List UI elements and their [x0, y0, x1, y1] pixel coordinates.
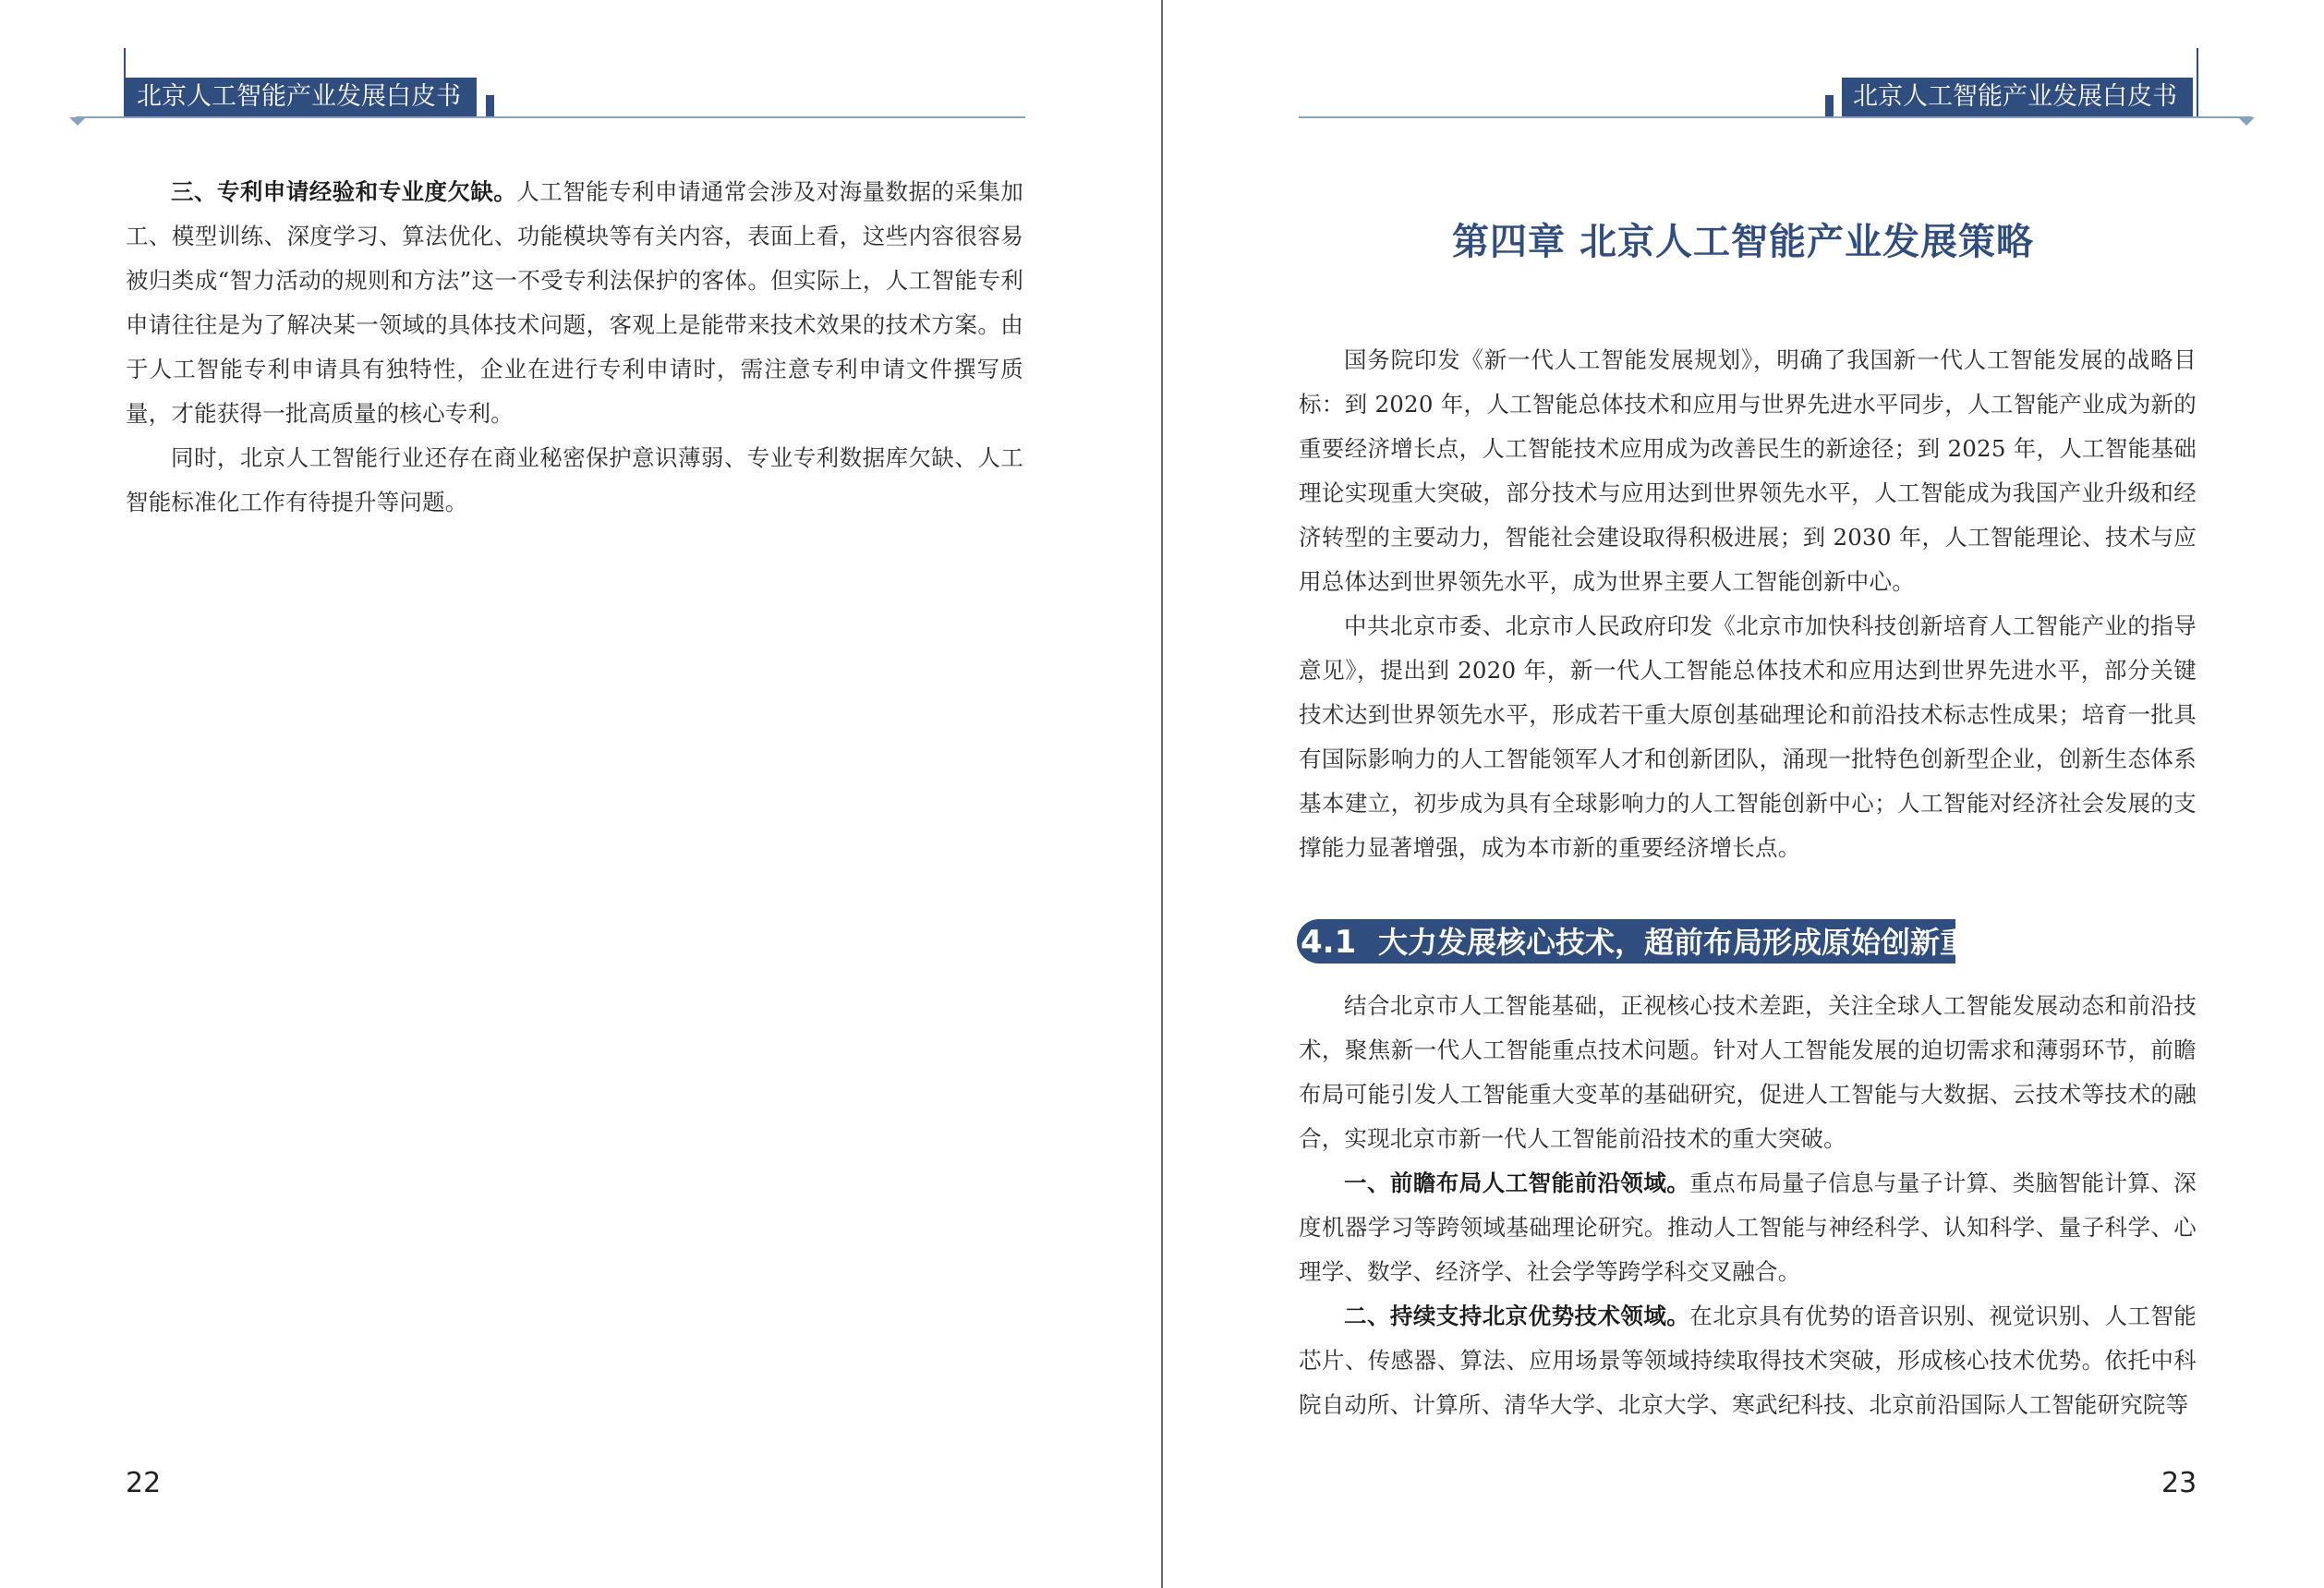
running-header: 北京人工智能产业发展白皮书	[126, 78, 477, 116]
running-header: 北京人工智能产业发展白皮书	[1842, 78, 2193, 116]
page-number: 22	[126, 1467, 162, 1499]
intro-body	[1299, 338, 2197, 870]
section-number: 4.1	[1301, 924, 1357, 961]
paragraph: 一、前瞻布局人工智能前沿领域。重点布局量子信息与量子计算、类脑智能计算、深度机器学习等跨领域基础理论研究。推动人工智能与神经科学、认知科学、量子科学、心理学、数学、经济学、社会学等跨学科交叉融合。	[1299, 1170, 2197, 1285]
paragraph: 结合北京市人工智能基础，正视核心技术差距，关注全球人工智能发展动态和前沿技术，聚焦新一代人工智能重点技术问题。针对人工智能发展的迫切需求和薄弱环节，前瞻布局可能引发人工智能重大变革的基础研究，促进人工智能与大数据、云技术等技术的融合，实现北京市新一代人工智能前沿技术的重大突破。	[1299, 992, 2197, 1152]
paragraph-lead: 三、专利申请经验和专业度欠缺。	[171, 178, 517, 205]
header-tick	[2197, 48, 2198, 116]
paragraph: 同时，北京人工智能行业还存在商业秘密保护意识薄弱、专业专利数据库欠缺、人工智能标准化工作有待提升等问题。	[126, 444, 1023, 515]
chapter-title: 第四章 北京人工智能产业发展策略	[1452, 221, 2034, 263]
paragraph: 中共北京市委、北京市人民政府印发《北京市加快科技创新培育人工智能产业的指导意见》，提出到 2020 年，新一代人工智能总体技术和应用达到世界先进水平，部分关键技术达到世界领先水平，形成若干重大原创基础理论和前沿技术标志性成果；培育一批具有国际影响力的人工智能领军人才和创新团队，涌现一批特色创新型企业，创新生态体系基本建立，初步成为具有全球影响力的人工智能创新中心；人工智能对经济社会发展的支撑能力显著增强，成为本市新的重要经济增长点。	[1299, 612, 2197, 861]
header-notch	[2238, 117, 2255, 126]
section-title: 大力发展核心技术，超前布局形成原始创新重大突破	[1378, 925, 2059, 960]
paragraph-lead: 一、前瞻布局人工智能前沿领域。	[1344, 1170, 1690, 1196]
header-rule	[1299, 116, 2252, 118]
paragraph: 三、专利申请经验和专业度欠缺。人工智能专利申请通常会涉及对海量数据的采集加工、模型训练、深度学习、算法优化、功能模块等有关内容，表面上看，这些内容很容易被归类成“智力活动的规则和方法”这一不受专利法保护的客体。但实际上，人工智能专利申请往往是为了解决某一领域的具体技术问题，客观上是能带来技术效果的技术方案。由于人工智能专利申请具有独特性，企业在进行专利申请时，需注意专利申请文件撰写质量，才能获得一批高质量的核心专利。	[126, 178, 1023, 427]
paragraph: 二、持续支持北京优势技术领域。在北京具有优势的语音识别、视觉识别、人工智能芯片、传感器、算法、应用场景等领域持续取得技术突破，形成核心技术优势。依托中科院自动所、计算所、清华大学、北京大学、寒武纪科技、北京前沿国际人工智能研究院等	[1299, 1303, 2197, 1418]
header-notch	[69, 117, 86, 126]
paragraph: 国务院印发《新一代人工智能发展规划》，明确了我国新一代人工智能发展的战略目标：到 2020 年，人工智能总体技术和应用与世界先进水平同步，人工智能产业成为新的重要经济增长点，人工智能技术应用成为改善民生的新途径；到 2025 年，人工智能基础理论实现重大突破，部分技术与应用达到世界领先水平，人工智能成为我国产业升级和经济转型的主要动力，智能社会建设取得积极进展；到 2030 年，人工智能理论、技术与应用总体达到世界领先水平，成为世界主要人工智能创新中心。	[1299, 346, 2197, 595]
left-body	[126, 170, 1023, 525]
right-page	[1162, 0, 2324, 1588]
header-block	[486, 95, 494, 116]
section-body	[1299, 984, 2197, 1427]
page-number: 23	[2161, 1467, 2197, 1499]
paragraph-lead: 二、持续支持北京优势技术领域。	[1344, 1303, 1690, 1329]
header-block	[1825, 95, 1834, 116]
header-rule	[76, 116, 1025, 118]
